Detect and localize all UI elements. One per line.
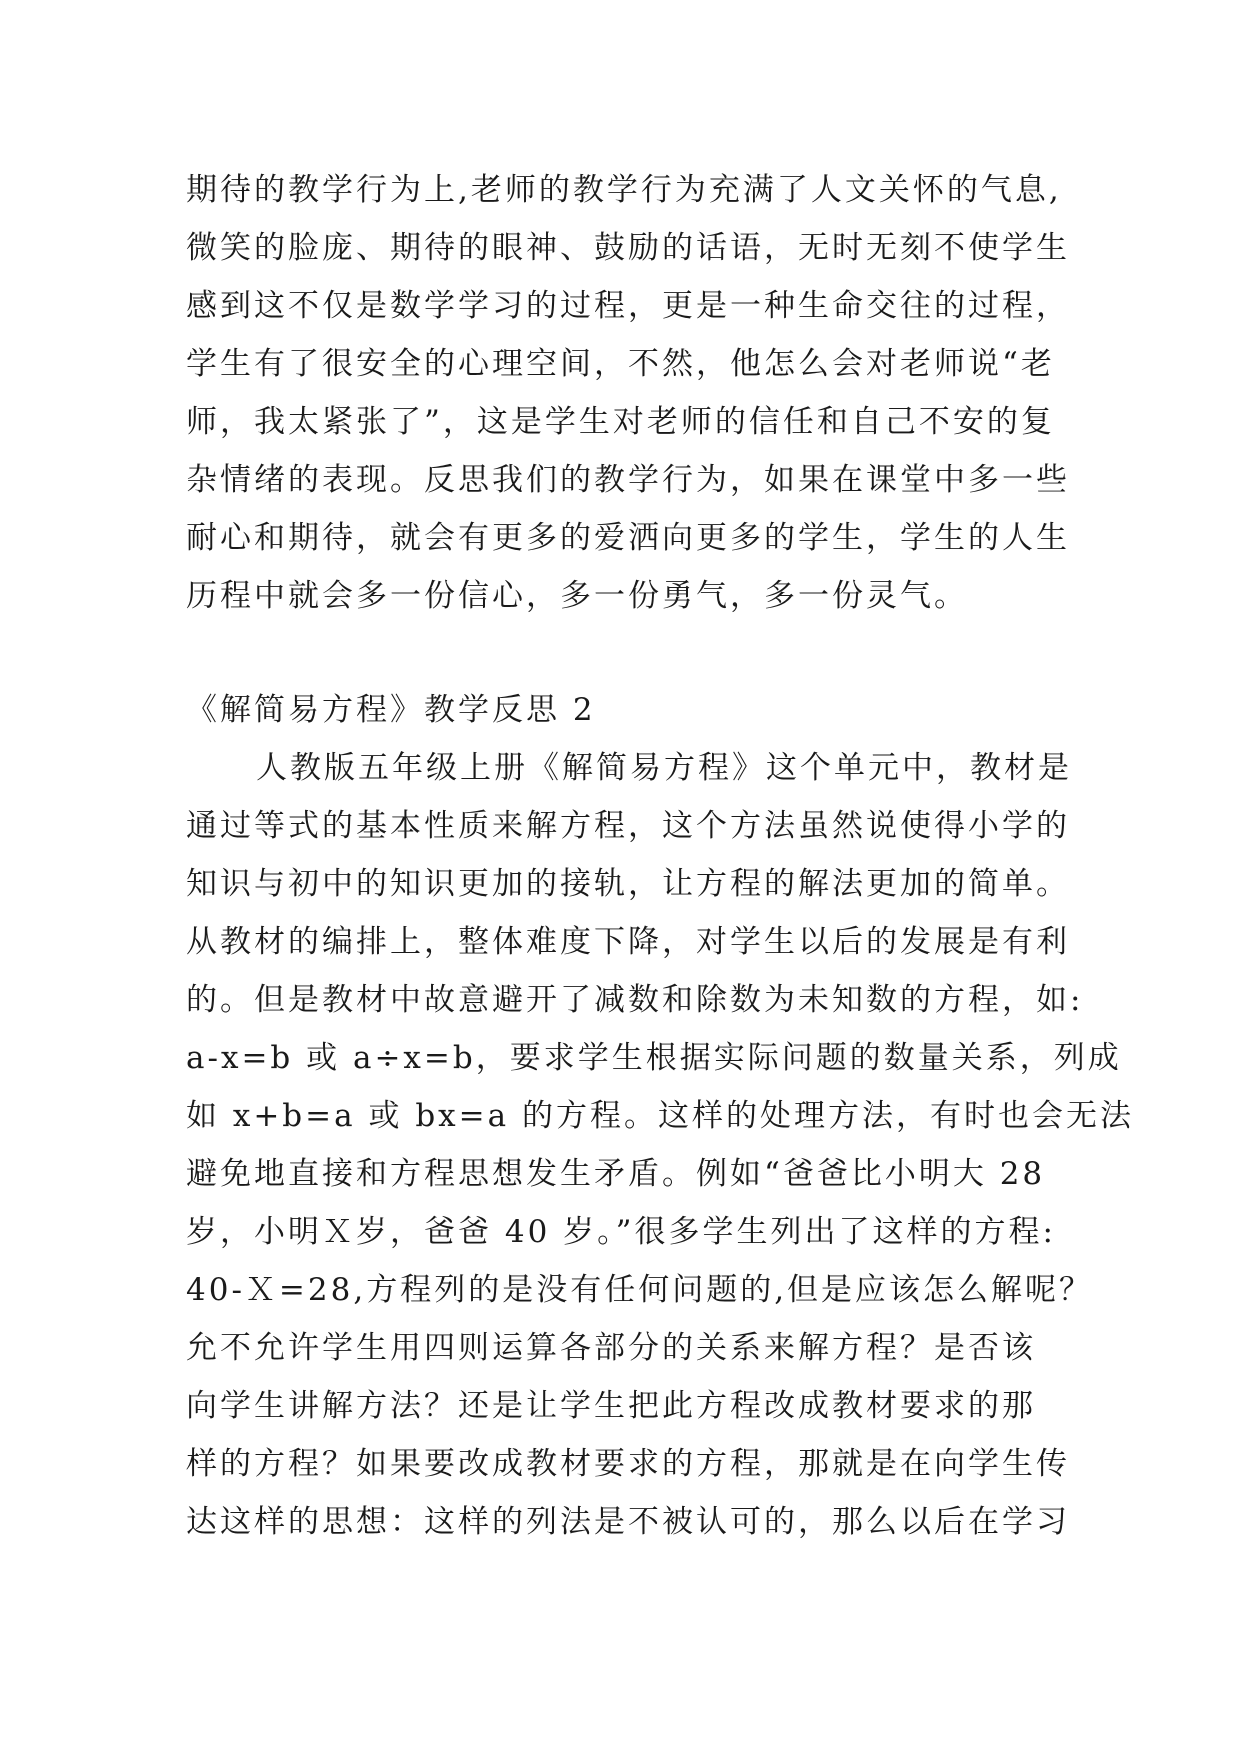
paragraph-line: 人教版五年级上册《解简易方程》这个单元中，教材是	[256, 750, 1072, 786]
paragraph-line: a-x=b 或 a÷x=b，要求学生根据实际问题的数量关系，列成	[186, 1040, 1122, 1076]
paragraph-line: 师，我太紧张了”，这是学生对老师的信任和自己不安的复	[186, 404, 1055, 440]
paragraph-line: 样的方程？如果要改成教材要求的方程，那就是在向学生传	[186, 1446, 1070, 1482]
paragraph-line: 岁，小明Ｘ岁，爸爸 40 岁。”很多学生列出了这样的方程:	[186, 1214, 1056, 1250]
paragraph-line: 避免地直接和方程思想发生矛盾。例如“爸爸比小明大 28	[186, 1156, 1046, 1192]
paragraph-line: 的。但是教材中故意避开了减数和除数为未知数的方程，如:	[186, 982, 1084, 1018]
paragraph-line: 微笑的脸庞、期待的眼神、鼓励的话语，无时无刻不使学生	[186, 230, 1070, 266]
paragraph-line: 历程中就会多一份信心，多一份勇气，多一份灵气。	[186, 578, 968, 614]
paragraph-line: 知识与初中的知识更加的接轨，让方程的解法更加的简单。	[186, 866, 1070, 902]
paragraph-line: 学生有了很安全的心理空间，不然，他怎么会对老师说“老	[186, 346, 1055, 382]
paragraph-line: 向学生讲解方法？还是让学生把此方程改成教材要求的那	[186, 1388, 1036, 1424]
section-heading-block	[186, 681, 1066, 739]
paragraph-line: 允不允许学生用四则运算各部分的关系来解方程？是否该	[186, 1330, 1036, 1366]
paragraph-line: 杂情绪的表现。反思我们的教学行为，如果在课堂中多一些	[186, 462, 1070, 498]
paragraph-one	[186, 161, 1070, 625]
paragraph-line: 感到这不仅是数学学习的过程，更是一种生命交往的过程，	[186, 288, 1070, 324]
paragraph-line: 40-Ｘ=28,方程列的是没有任何问题的,但是应该怎么解呢？	[186, 1272, 1094, 1308]
paragraph-line: 通过等式的基本性质来解方程，这个方法虽然说使得小学的	[186, 808, 1070, 844]
paragraph-two	[186, 739, 1134, 1551]
paragraph-line: 从教材的编排上，整体难度下降，对学生以后的发展是有利	[186, 924, 1070, 960]
paragraph-line: 达这样的思想：这样的列法是不被认可的，那么以后在学习	[186, 1504, 1070, 1540]
paragraph-line: 如 x+b=a 或 bx=a 的方程。这样的处理方法，有时也会无法	[186, 1098, 1134, 1134]
paragraph-line: 期待的教学行为上,老师的教学行为充满了人文关怀的气息,	[186, 172, 1062, 208]
paragraph-line: 耐心和期待，就会有更多的爱洒向更多的学生，学生的人生	[186, 520, 1070, 556]
section-heading: 《解简易方程》教学反思 2	[186, 692, 596, 728]
